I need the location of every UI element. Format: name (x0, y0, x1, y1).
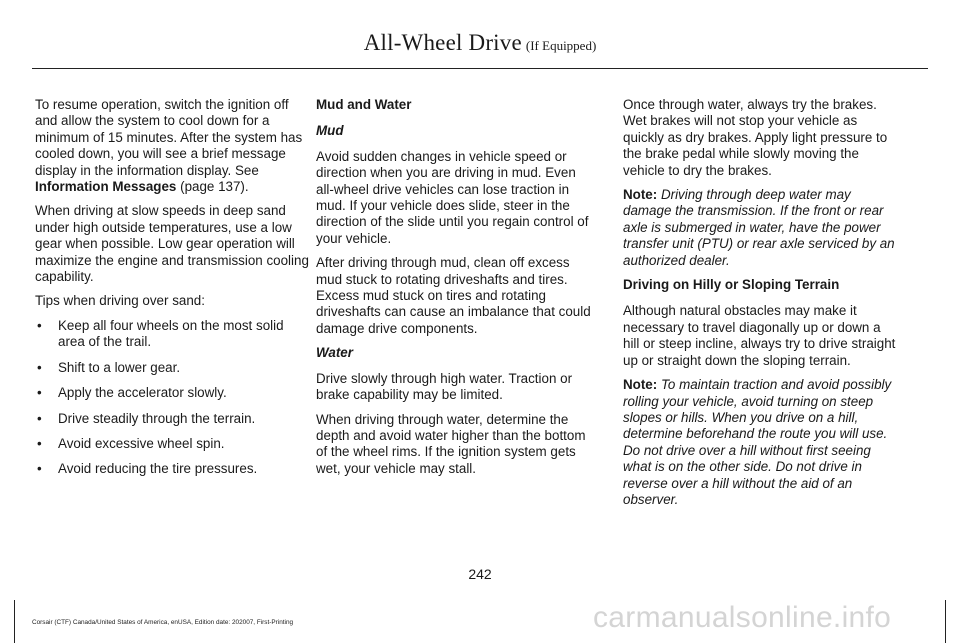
cross-reference-link[interactable]: Information Messages (35, 179, 177, 195)
list-item: • Keep all four wheels on the most solid area of the trail. (35, 318, 311, 351)
list-item: • Shift to a lower gear. (35, 360, 311, 376)
list-item: • Drive steadily through the terrain. (35, 411, 311, 427)
note (623, 187, 899, 269)
crop-mark-left-vertical (14, 600, 15, 643)
note-label: Note: (623, 377, 658, 393)
column-2 (316, 97, 592, 485)
section-heading: Mud and Water (316, 97, 412, 112)
column-3 (623, 97, 899, 516)
paragraph: When driving at slow speeds in deep sand under high outside temperatures, use a low gear when possible. Low gear operation will maximize the engine and transmission cooling capability. (35, 203, 309, 285)
paragraph: When driving through water, determine the depth and avoid water higher than the bottom of the wheel rims. If the ignition system gets wet, your vehicle may stall. (316, 411, 586, 476)
list-item: • Avoid excessive wheel spin. (35, 436, 311, 452)
paragraph: Although natural obstacles may make it necessary to travel diagonally up or down a hill or steep incline, always try to drive straight up or straight down the sloping terrain. (623, 303, 896, 368)
paragraph: Avoid sudden changes in vehicle speed or direction when you are driving in mud. Even all-wheel drive vehicles can lose traction in mud. If your vehicle does slide, steer in the direction of the slide until you regain control of your vehicle. (316, 148, 589, 246)
page-title: All-Wheel Drive (363, 30, 522, 55)
footer-edition-text: Corsair (CTF) Canada/United States of America, enUSA, Edition date: 202007, First-Printing (32, 619, 294, 626)
note-label: Note: (623, 187, 658, 203)
section-heading: Driving on Hilly or Sloping Terrain (623, 277, 840, 293)
paragraph: Once through water, always try the brakes. Wet brakes will not stop your vehicle as quickly as dry brakes. Apply light pressure to the brake pedal while slowly moving the vehicle to dry the brakes. (623, 97, 888, 178)
bullet-list (35, 318, 311, 478)
subsection-heading: Water (316, 345, 353, 361)
page-number: 242 (468, 566, 492, 582)
paragraph: Tips when driving over sand: (35, 293, 205, 309)
page-subtitle: (If Equipped) (525, 38, 597, 53)
paragraph: Drive slowly through high water. Traction or brake capability may be limited. (316, 370, 573, 403)
list-item: • Apply the accelerator slowly. (35, 385, 311, 401)
paragraph-text: To resume operation, switch the ignition off and allow the system to cool down for a minimum of 15 minutes. After the system has cooled down, you will see a brief message display in the information display. See (35, 97, 303, 178)
note (623, 377, 899, 508)
page-reference: (page 137). (176, 179, 249, 195)
paragraph (35, 97, 311, 195)
paragraph: After driving through mud, clean off excess mud stuck to rotating driveshafts and tires. Excess mud stuck on tires and rotating driveshafts can cause an imbalance that could damage drive components. (316, 255, 591, 336)
watermark: carmanualsonline.info (593, 601, 892, 634)
crop-mark-right-vertical (945, 600, 946, 643)
header-rule (32, 68, 928, 69)
note-text: To maintain traction and avoid possibly rolling your vehicle, avoid turning on steep slopes or hills. When you drive on a hill, determine beforehand the route you will use. Do not drive over a hill without first seeing what is on the other side. Do not drive in reverse over a hill without the aid of an observer. (623, 377, 892, 507)
column-1 (35, 97, 311, 487)
note-text: Driving through deep water may damage the transmission. If the front or rear axle is submerged in water, have the power transfer unit (PTU) or rear axle serviced by an authorized dealer. (623, 187, 895, 268)
list-item: • Avoid reducing the tire pressures. (35, 461, 311, 477)
page-header (0, 30, 960, 56)
subsection-heading: Mud (316, 123, 344, 139)
